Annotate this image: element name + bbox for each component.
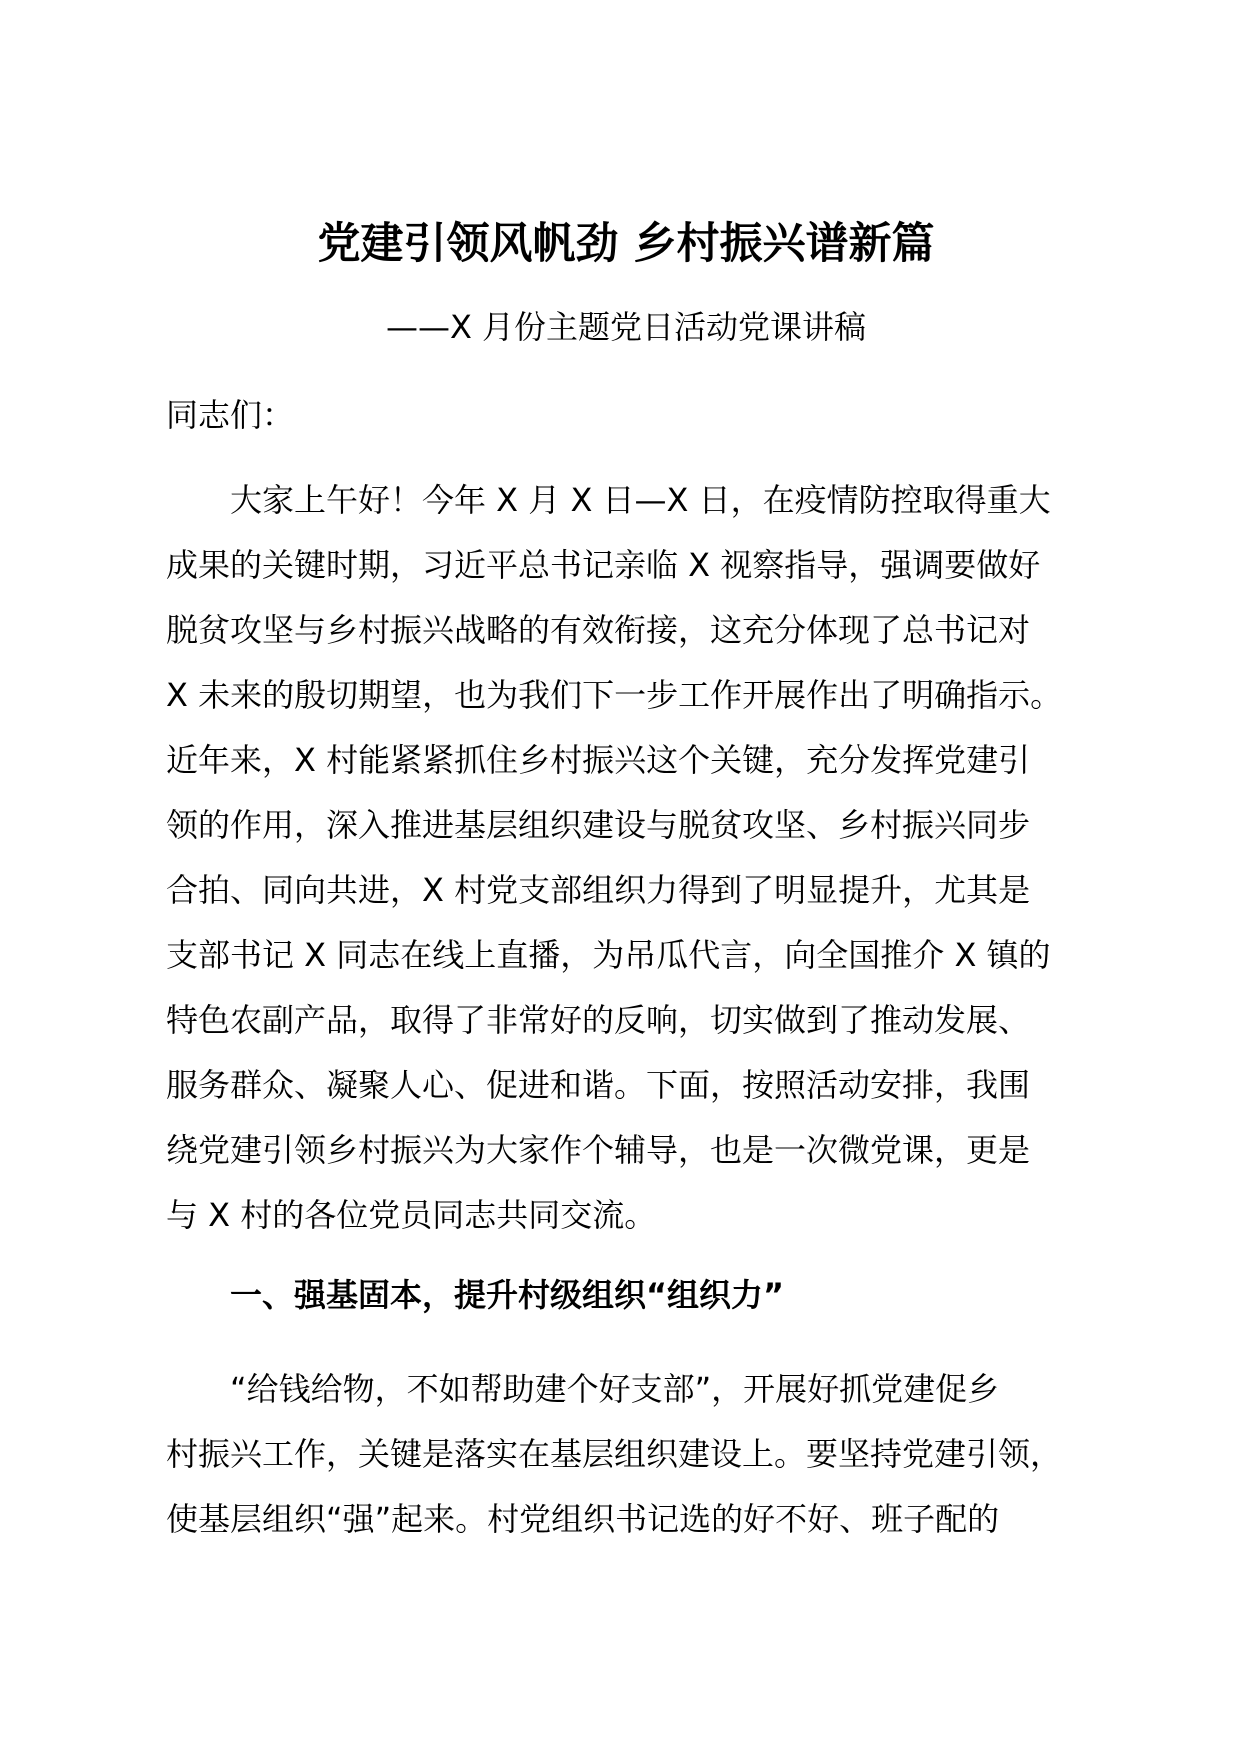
paragraph-line: 大家上午好！今年 X 月 X 日—X 日，在疫情防控取得重大: [230, 481, 1051, 519]
paragraph-line: 近年来，X 村能紧紧抓住乡村振兴这个关键，充分发挥党建引: [166, 741, 1031, 779]
paragraph-line: 成果的关键时期，习近平总书记亲临 X 视察指导，强调要做好: [166, 546, 1041, 584]
paragraph-line: 脱贫攻坚与乡村振兴战略的有效衔接，这充分体现了总书记对: [166, 611, 1031, 649]
paragraph-line: “给钱给物，不如帮助建个好支部”，开展好抓党建促乡: [230, 1370, 1000, 1408]
paragraph-line: 与 X 村的各位党员同志共同交流。: [166, 1196, 657, 1234]
paragraph-intro: [166, 468, 1086, 1248]
document-title: 党建引领风帆劲 乡村振兴谱新篇: [317, 219, 935, 269]
paragraph-line: 领的作用，深入推进基层组织建设与脱贫攻坚、乡村振兴同步: [166, 806, 1031, 844]
document-subtitle: ——X 月份主题党日活动党课讲稿: [385, 308, 867, 346]
paragraph-line: 绕党建引领乡村振兴为大家作个辅导，也是一次微党课，更是: [166, 1131, 1031, 1169]
paragraph-line: 服务群众、凝聚人心、促进和谐。下面，按照活动安排，我围: [166, 1066, 1031, 1104]
paragraph-line: 合拍、同向共进，X 村党支部组织力得到了明显提升，尤其是: [166, 871, 1031, 909]
paragraph-line: 特色农副产品，取得了非常好的反响，切实做到了推动发展、: [166, 1001, 1031, 1039]
paragraph-line: 支部书记 X 同志在线上直播，为吊瓜代言，向全国推介 X 镇的: [166, 936, 1051, 974]
section-heading-1: 一、强基固本，提升村级组织“组织力”: [230, 1276, 785, 1314]
paragraph-line: 使基层组织“强”起来。村党组织书记选的好不好、班子配的: [166, 1500, 1000, 1538]
paragraph-line: X 未来的殷切期望，也为我们下一步工作开展作出了明确指示。: [166, 676, 1063, 714]
paragraph-section-1: [166, 1357, 1086, 1552]
salutation: 同志们：: [166, 396, 295, 434]
paragraph-line: 村振兴工作，关键是落实在基层组织建设上。要坚持党建引领，: [166, 1435, 1063, 1473]
